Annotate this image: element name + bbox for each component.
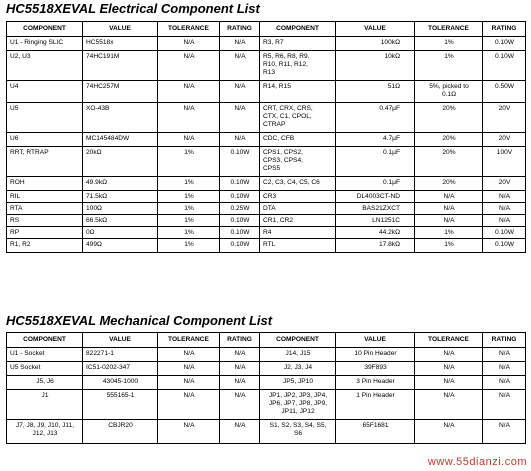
- table-cell: 44.2kΩ: [336, 227, 415, 239]
- table-cell: 1%: [158, 191, 220, 203]
- table-cell: U4: [7, 81, 83, 103]
- table-row: [7, 203, 526, 215]
- table-cell: R4: [260, 227, 336, 239]
- table-row: [7, 362, 526, 376]
- table-cell: N/A: [220, 133, 260, 147]
- table-cell: N/A: [220, 51, 260, 81]
- table-cell: RS: [7, 215, 83, 227]
- table-cell: N/A: [158, 348, 220, 362]
- table-cell: 39F893: [336, 362, 415, 376]
- column-header: RATING: [220, 333, 260, 348]
- table-cell: 1%: [415, 227, 483, 239]
- table-cell: J1: [7, 390, 83, 420]
- mechanical-component-table: [6, 332, 526, 444]
- table-cell: N/A: [158, 362, 220, 376]
- table-cell: 822271-1: [83, 348, 158, 362]
- table-cell: N/A: [415, 215, 483, 227]
- table-cell: R14, R15: [260, 81, 336, 103]
- table-row: [7, 177, 526, 191]
- table-row: [7, 390, 526, 420]
- table-cell: N/A: [220, 420, 260, 444]
- table-cell: N/A: [158, 81, 220, 103]
- table-cell: 1%: [158, 239, 220, 253]
- table-cell: N/A: [220, 81, 260, 103]
- table-cell: DTA: [260, 203, 336, 215]
- table-cell: CBJR20: [83, 420, 158, 444]
- table-row: [7, 81, 526, 103]
- table-cell: DL4003CT-ND: [336, 191, 415, 203]
- column-header: VALUE: [83, 333, 158, 348]
- table-cell: JP1, JP2, JP3, JP4, JP6, JP7, JP8, JP9, JP11, JP12: [260, 390, 336, 420]
- table-cell: N/A: [483, 191, 526, 203]
- table-cell: U1 - Ringing SLIC: [7, 37, 83, 51]
- table-cell: RTA: [7, 203, 83, 215]
- table-cell: XO-43B: [83, 103, 158, 133]
- table-cell: R5, R6, R8, R9, R10, R11, R12, R13: [260, 51, 336, 81]
- table-cell: C2, C3, C4, C5, C6: [260, 177, 336, 191]
- column-header: COMPONENT: [260, 333, 336, 348]
- table-cell: 0.25W: [220, 203, 260, 215]
- column-header: TOLERANCE: [415, 22, 483, 37]
- table-cell: N/A: [483, 203, 526, 215]
- column-header: RATING: [220, 22, 260, 37]
- table-cell: IC51-0202-347: [83, 362, 158, 376]
- table-cell: 0.10W: [220, 215, 260, 227]
- table-cell: N/A: [220, 348, 260, 362]
- column-header: COMPONENT: [260, 22, 336, 37]
- table-cell: 10 Pin Header: [336, 348, 415, 362]
- table-cell: CR1, CR2: [260, 215, 336, 227]
- table-row: [7, 133, 526, 147]
- table-cell: 74HC257M: [83, 81, 158, 103]
- table-cell: N/A: [158, 390, 220, 420]
- table-row: [7, 227, 526, 239]
- table-cell: 0.10W: [483, 239, 526, 253]
- table-cell: N/A: [220, 37, 260, 51]
- table-cell: J7, J8, J9, J10, J11, J12, J13: [7, 420, 83, 444]
- table-cell: N/A: [158, 37, 220, 51]
- table-cell: N/A: [483, 348, 526, 362]
- table-cell: N/A: [220, 362, 260, 376]
- table-cell: N/A: [483, 390, 526, 420]
- table-cell: N/A: [158, 51, 220, 81]
- table-cell: CRT, CRX, CRS, CTX, C1, CPOL, CTRAP: [260, 103, 336, 133]
- table-cell: 1%: [158, 177, 220, 191]
- table-cell: 0.1μF: [336, 177, 415, 191]
- table-cell: N/A: [158, 133, 220, 147]
- column-header: VALUE: [336, 333, 415, 348]
- table-cell: N/A: [483, 215, 526, 227]
- table-cell: MC145484DW: [83, 133, 158, 147]
- table-cell: 20V: [483, 103, 526, 133]
- table-cell: U5: [7, 103, 83, 133]
- table-cell: N/A: [415, 348, 483, 362]
- table-cell: 20%: [415, 103, 483, 133]
- table-cell: 0.10W: [220, 147, 260, 177]
- table-cell: 10kΩ: [336, 51, 415, 81]
- table-cell: 3 Pin Header: [336, 376, 415, 390]
- table-cell: JP5, JP10: [260, 376, 336, 390]
- table-cell: 1%: [415, 51, 483, 81]
- table-cell: 43045-1000: [83, 376, 158, 390]
- table-cell: 0.10W: [220, 177, 260, 191]
- table-cell: U5 Socket: [7, 362, 83, 376]
- table-cell: U6: [7, 133, 83, 147]
- table-cell: ROH: [7, 177, 83, 191]
- table-cell: 499Ω: [83, 239, 158, 253]
- table-cell: LN1251C: [336, 215, 415, 227]
- table-cell: 0.1μF: [336, 147, 415, 177]
- table-cell: 100Ω: [83, 203, 158, 215]
- table-cell: 66.5kΩ: [83, 215, 158, 227]
- column-header: RATING: [483, 22, 526, 37]
- table-cell: N/A: [415, 420, 483, 444]
- table-cell: 0.50W: [483, 81, 526, 103]
- table-cell: N/A: [415, 376, 483, 390]
- column-header: COMPONENT: [7, 22, 83, 37]
- table-cell: N/A: [220, 390, 260, 420]
- table-cell: 71.5kΩ: [83, 191, 158, 203]
- table-row: [7, 51, 526, 81]
- table-row: [7, 103, 526, 133]
- table-cell: 5%, picked to 0.1Ω: [415, 81, 483, 103]
- table-cell: 51Ω: [336, 81, 415, 103]
- table-cell: 100kΩ: [336, 37, 415, 51]
- table-cell: R1, R2: [7, 239, 83, 253]
- table-cell: RTL: [260, 239, 336, 253]
- table-row: [7, 191, 526, 203]
- electrical-component-table: [6, 21, 526, 253]
- table-cell: N/A: [220, 376, 260, 390]
- watermark: www.55dianzi.com: [427, 456, 527, 468]
- table-cell: CDC, CFB: [260, 133, 336, 147]
- table-cell: N/A: [220, 103, 260, 133]
- table-cell: U1 - Socket: [7, 348, 83, 362]
- table-cell: N/A: [158, 103, 220, 133]
- table-cell: 0.47μF: [336, 103, 415, 133]
- table-cell: BAS21ZXCT: [336, 203, 415, 215]
- table-cell: N/A: [158, 376, 220, 390]
- table-row: [7, 37, 526, 51]
- table-cell: 4.7μF: [336, 133, 415, 147]
- table-cell: N/A: [415, 203, 483, 215]
- table-cell: 20%: [415, 133, 483, 147]
- table-cell: 0.10W: [220, 239, 260, 253]
- table-cell: U2, U3: [7, 51, 83, 81]
- table-cell: 0.10W: [220, 227, 260, 239]
- table-row: [7, 420, 526, 444]
- column-header: TOLERANCE: [415, 333, 483, 348]
- table-cell: HC5518x: [83, 37, 158, 51]
- table-cell: 20V: [483, 177, 526, 191]
- table-cell: N/A: [415, 390, 483, 420]
- table-cell: J14, J15: [260, 348, 336, 362]
- table-cell: 555165-1: [83, 390, 158, 420]
- table-cell: N/A: [483, 420, 526, 444]
- table-cell: N/A: [415, 191, 483, 203]
- table-cell: 20%: [415, 147, 483, 177]
- table-cell: R3, R7: [260, 37, 336, 51]
- table-row: [7, 376, 526, 390]
- table-cell: 0.10W: [483, 227, 526, 239]
- table-cell: J2, J3, J4: [260, 362, 336, 376]
- table-cell: 49.9kΩ: [83, 177, 158, 191]
- table-cell: N/A: [415, 362, 483, 376]
- table-cell: 20V: [483, 133, 526, 147]
- column-header: COMPONENT: [7, 333, 83, 348]
- table-row: [7, 215, 526, 227]
- column-header: RATING: [483, 333, 526, 348]
- table-cell: 0.10W: [483, 37, 526, 51]
- table-cell: 1%: [158, 215, 220, 227]
- table-cell: N/A: [483, 376, 526, 390]
- table-cell: 1 Pin Header: [336, 390, 415, 420]
- table-cell: J5, J6: [7, 376, 83, 390]
- table-cell: S1, S2, S3, S4, S5, S6: [260, 420, 336, 444]
- column-header: VALUE: [83, 22, 158, 37]
- table-cell: 1%: [415, 239, 483, 253]
- column-header: TOLERANCE: [158, 333, 220, 348]
- table-cell: RIL: [7, 191, 83, 203]
- mechanical-title: HC5518XEVAL Mechanical Component List: [6, 313, 273, 328]
- table-cell: 20%: [415, 177, 483, 191]
- table-cell: 65F1681: [336, 420, 415, 444]
- table-cell: 0.10W: [483, 51, 526, 81]
- column-header: VALUE: [336, 22, 415, 37]
- column-header: TOLERANCE: [158, 22, 220, 37]
- table-cell: 0Ω: [83, 227, 158, 239]
- table-cell: 1%: [415, 37, 483, 51]
- table-cell: CPS1, CPS2, CPS3, CPS4, CPS5: [260, 147, 336, 177]
- table-cell: 74HC191M: [83, 51, 158, 81]
- table-cell: 0.10W: [220, 191, 260, 203]
- table-cell: 1%: [158, 227, 220, 239]
- table-cell: 100V: [483, 147, 526, 177]
- table-cell: CR3: [260, 191, 336, 203]
- table-row: [7, 147, 526, 177]
- table-cell: N/A: [483, 362, 526, 376]
- table-cell: 1%: [158, 203, 220, 215]
- table-cell: RRT, RTRAP: [7, 147, 83, 177]
- table-row: [7, 348, 526, 362]
- electrical-title: HC5518XEVAL Electrical Component List: [6, 1, 260, 16]
- table-cell: N/A: [158, 420, 220, 444]
- table-row: [7, 239, 526, 253]
- table-cell: RP: [7, 227, 83, 239]
- table-cell: 1%: [158, 147, 220, 177]
- table-cell: 20kΩ: [83, 147, 158, 177]
- table-cell: 17.8kΩ: [336, 239, 415, 253]
